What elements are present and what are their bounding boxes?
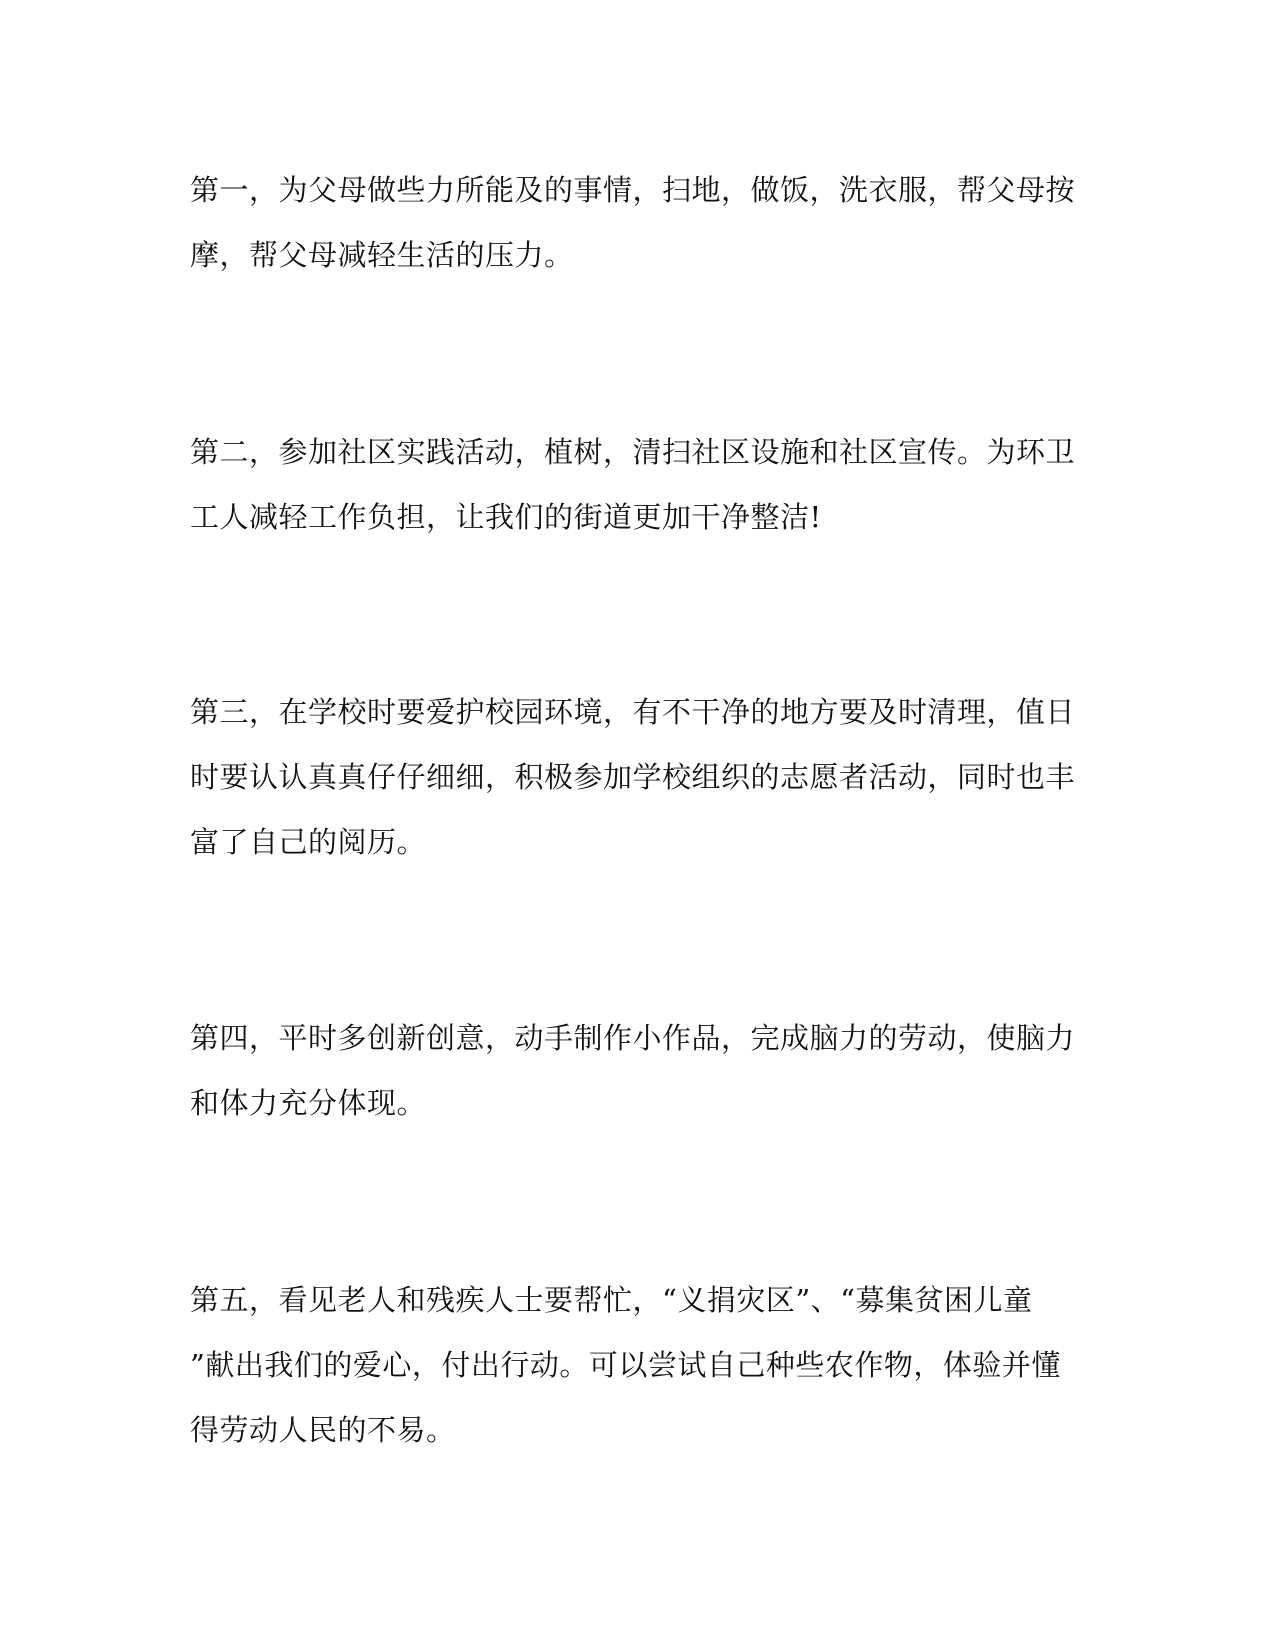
paragraph-line: 摩，帮父母减轻生活的压力。 [190, 238, 574, 272]
paragraph-line: 第四，平时多创新创意，动手制作小作品，完成脑力的劳动，使脑力 [190, 1021, 1076, 1055]
paragraph-4 [190, 1006, 1076, 1136]
paragraph-1 [190, 158, 1076, 288]
paragraph-line: 时要认认真真仔仔细细，积极参加学校组织的志愿者活动，同时也丰 [190, 760, 1076, 794]
paragraph-3 [190, 680, 1076, 875]
paragraph-line: 工人减轻工作负担，让我们的街道更加干净整洁! [190, 500, 822, 534]
paragraph-line: 富了自己的阅历。 [190, 825, 427, 859]
paragraph-line: 第二，参加社区实践活动，植树，清扫社区设施和社区宣传。为环卫 [190, 435, 1076, 469]
paragraph-line: 第五，看见老人和残疾人士要帮忙，“义捐灾区”、“募集贫困儿童 [190, 1283, 1033, 1317]
paragraph-line: ”献出我们的爱心，付出行动。可以尝试自己种些农作物，体验并懂 [190, 1348, 1061, 1382]
paragraph-line: 第一，为父母做些力所能及的事情，扫地，做饭，洗衣服，帮父母按 [190, 173, 1076, 207]
paragraph-line: 第三，在学校时要爱护校园环境，有不干净的地方要及时清理，值日 [190, 695, 1076, 729]
paragraph-line: 得劳动人民的不易。 [190, 1413, 456, 1447]
paragraph-2 [190, 420, 1076, 550]
paragraph-line: 和体力充分体现。 [190, 1086, 427, 1120]
paragraph-5 [190, 1268, 1070, 1463]
